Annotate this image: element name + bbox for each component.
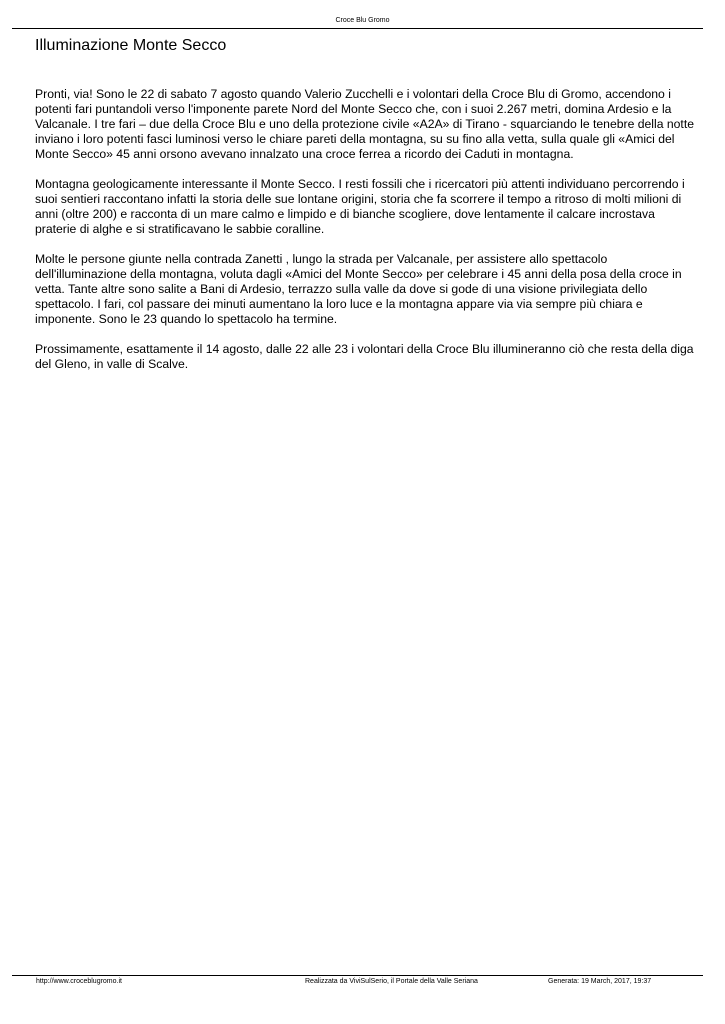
footer-site-url[interactable]: http://www.croceblugromo.it [36,978,122,985]
footer-generated-date: Generata: 19 March, 2017, 19:37 [548,978,652,985]
article-paragraph: Montagna geologicamente interessante il Monte Secco. I resti fossili che i ricercatori più attenti individuano percorrendo i suoi sentieri raccontano infatti la storia delle sue lontane origini, storia che fa scorrere il tempo a ritroso di molti milioni di anni (oltre 200) e racconta di un mare calmo e limpido e di bianche scogliere, dove lentamente il calcare incrostava praterie di alghe e si stratificavano le sabbie coralline. [35,177,685,236]
site-header-title: Croce Blu Gromo [335,17,390,24]
article-paragraph: Pronti, via! Sono le 22 di sabato 7 agosto quando Valerio Zucchelli e i volontari della Croce Blu di Gromo, accendono i potenti fari puntandoli verso l'imponente parete Nord del Monte Secco che, con i suoi 2.267 metri, domina Ardesio e la Valcanale. I tre fari – due della Croce Blu e uno della protezione civile «A2A» di Tirano - squarciando le tenebre della notte inviano i loro potenti fasci luminosi verso le chiare pareti della montagna, su su fino alla vetta, sulla quale gli «Amici del Monte Secco» 45 anni orsono avevano innalzato una croce ferrea a ricordo dei Caduti in montagna. [35,87,694,161]
footer-credit: Realizzata da ViviSulSerio, il Portale della Valle Seriana [305,978,478,985]
article-paragraph: Prossimamente, esattamente il 14 agosto, dalle 22 alle 23 i volontari della Croce Blu illumineranno ciò che resta della diga del Gleno, in valle di Scalve. [35,342,694,371]
article-paragraph: Molte le persone giunte nella contrada Zanetti , lungo la strada per Valcanale, per assistere allo spettacolo dell'illuminazione della montagna, voluta dagli «Amici del Monte Secco» per celebrare i 45 anni della posa della croce in vetta. Tante altre sono salite a Bani di Ardesio, terrazzo sulla valle da dove si gode di una visione privilegiata dello spettacolo. I fari, col passare dei minuti aumentano la loro luce e la montagna appare via via sempre più chiara e imponente. Sono le 23 quando lo spettacolo ha termine. [35,252,682,326]
header-divider [12,28,703,29]
article-body [35,87,695,387]
article-title: Illuminazione Monte Secco [35,37,227,54]
footer-divider [12,975,703,976]
